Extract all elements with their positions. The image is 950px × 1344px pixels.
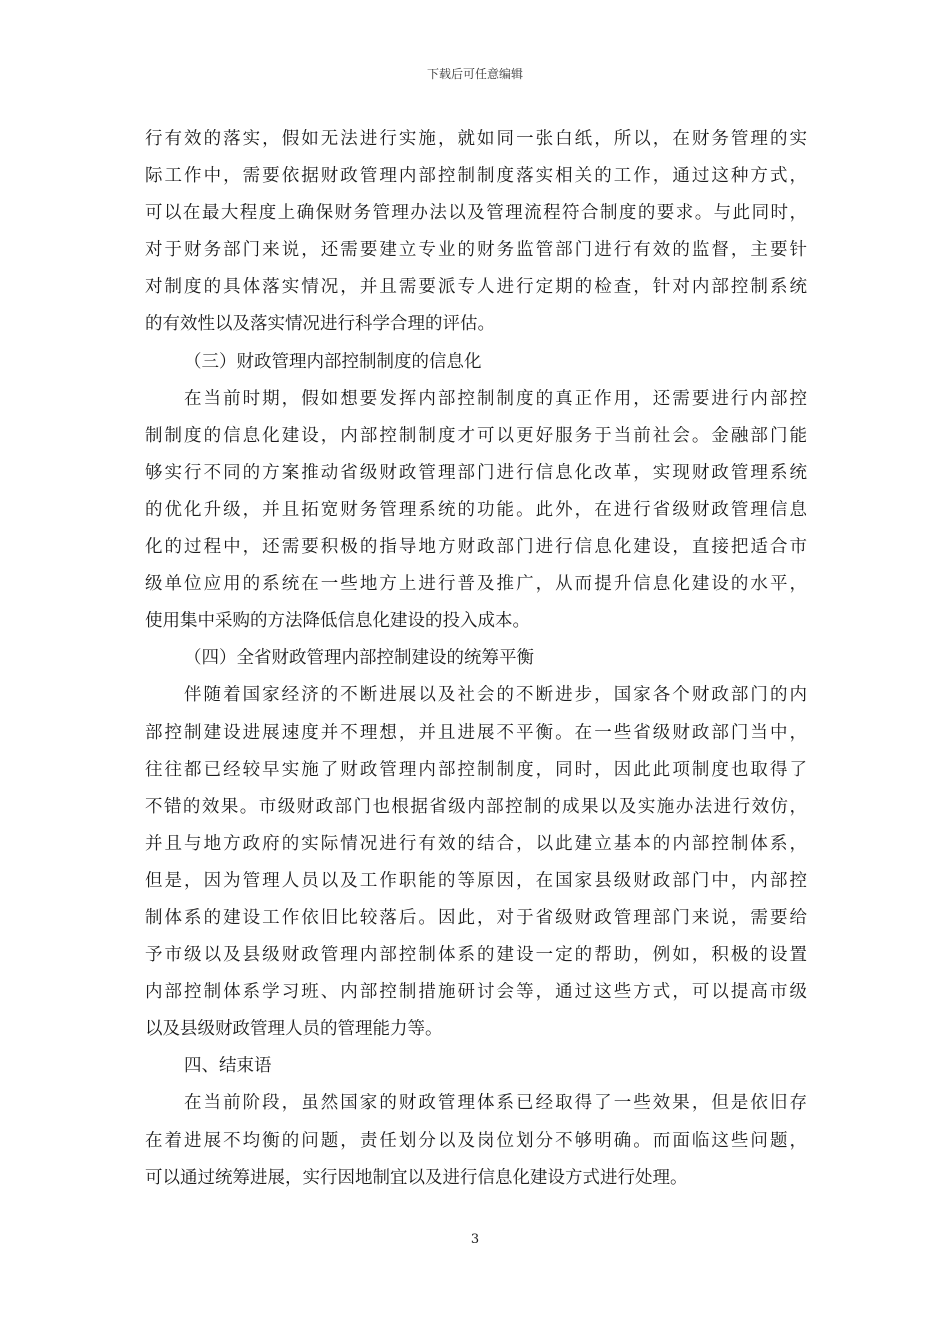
section-heading: 四、结束语 <box>184 1056 272 1077</box>
paragraph-line: 对制度的具体落实情况，并且需要派专人进行定期的检查，针对内部控制系统 <box>145 277 807 298</box>
paragraph-line: 的优化升级，并且拓宽财务管理系统的功能。此外，在进行省级财政管理信息 <box>145 499 807 520</box>
paragraph-line: 部控制建设进展速度并不理想，并且进展不平衡。在一些省级财政部门当中， <box>145 722 807 743</box>
paragraph-line: 化的过程中，还需要积极的指导地方财政部门进行信息化建设，直接把适合市 <box>145 537 807 558</box>
paragraph-line: 但是，因为管理人员以及工作职能的等原因，在国家县级财政部门中，内部控 <box>145 870 807 891</box>
paragraph-line: 级单位应用的系统在一些地方上进行普及推广，从而提升信息化建设的水平， <box>145 574 807 595</box>
section-heading: （四）全省财政管理内部控制建设的统筹平衡 <box>184 648 534 669</box>
paragraph-line: 的有效性以及落实情况进行科学合理的评估。 <box>145 314 495 335</box>
paragraph-line: 行有效的落实，假如无法进行实施，就如同一张白纸，所以，在财务管理的实 <box>145 129 807 149</box>
paragraph-line: 并且与地方政府的实际情况进行有效的结合，以此建立基本的内部控制体系， <box>145 833 807 854</box>
paragraph-line: 对于财务部门来说，还需要建立专业的财务监管部门进行有效的监督，主要针 <box>145 240 807 261</box>
paragraph-line: 内部控制体系学习班、内部控制措施研讨会等，通过这些方式，可以提高市级 <box>145 982 807 1003</box>
paragraph-line: 伴随着国家经济的不断进展以及社会的不断进步，国家各个财政部门的内 <box>184 685 807 706</box>
section-heading: （三）财政管理内部控制制度的信息化 <box>184 351 482 372</box>
paragraph-line: 往往都已经较早实施了财政管理内部控制制度，同时，因此此项制度也取得了 <box>145 759 807 780</box>
paragraph-line: 制体系的建设工作依旧比较落后。因此，对于省级财政管理部门来说，需要给 <box>145 907 807 928</box>
paragraph-line: 以及县级财政管理人员的管理能力等。 <box>145 1019 443 1040</box>
paragraph-line: 制制度的信息化建设，内部控制制度才可以更好服务于当前社会。金融部门能 <box>145 425 807 446</box>
paragraph-line: 可以在最大程度上确保财务管理办法以及管理流程符合制度的要求。与此同时， <box>145 203 807 224</box>
paragraph-line: 可以通过统筹进展，实行因地制宜以及进行信息化建设方式进行处理。 <box>145 1167 688 1188</box>
paragraph-line: 在着进展不均衡的问题，责任划分以及岗位划分不够明确。而面临这些问题， <box>145 1130 807 1151</box>
paragraph-line: 不错的效果。市级财政部门也根据省级内部控制的成果以及实施办法进行效仿， <box>145 796 807 817</box>
page-header: 下载后可任意编辑 <box>426 67 523 81</box>
paragraph-line: 在当前时期，假如想要发挥内部控制制度的真正作用，还需要进行内部控 <box>184 388 807 409</box>
paragraph-line: 际工作中，需要依据财政管理内部控制制度落实相关的工作，通过这种方式， <box>145 166 807 187</box>
paragraph-line: 在当前阶段，虽然国家的财政管理体系已经取得了一些效果，但是依旧存 <box>184 1093 807 1114</box>
paragraph-line: 使用集中采购的方法降低信息化建设的投入成本。 <box>145 611 530 632</box>
paragraph-line: 予市级以及县级财政管理内部控制体系的建设一定的帮助，例如，积极的设置 <box>145 945 807 966</box>
document-body <box>145 121 807 1197</box>
paragraph-line: 够实行不同的方案推动省级财政管理部门进行信息化改革，实现财政管理系统 <box>145 462 807 483</box>
page-number: 3 <box>470 1232 480 1247</box>
